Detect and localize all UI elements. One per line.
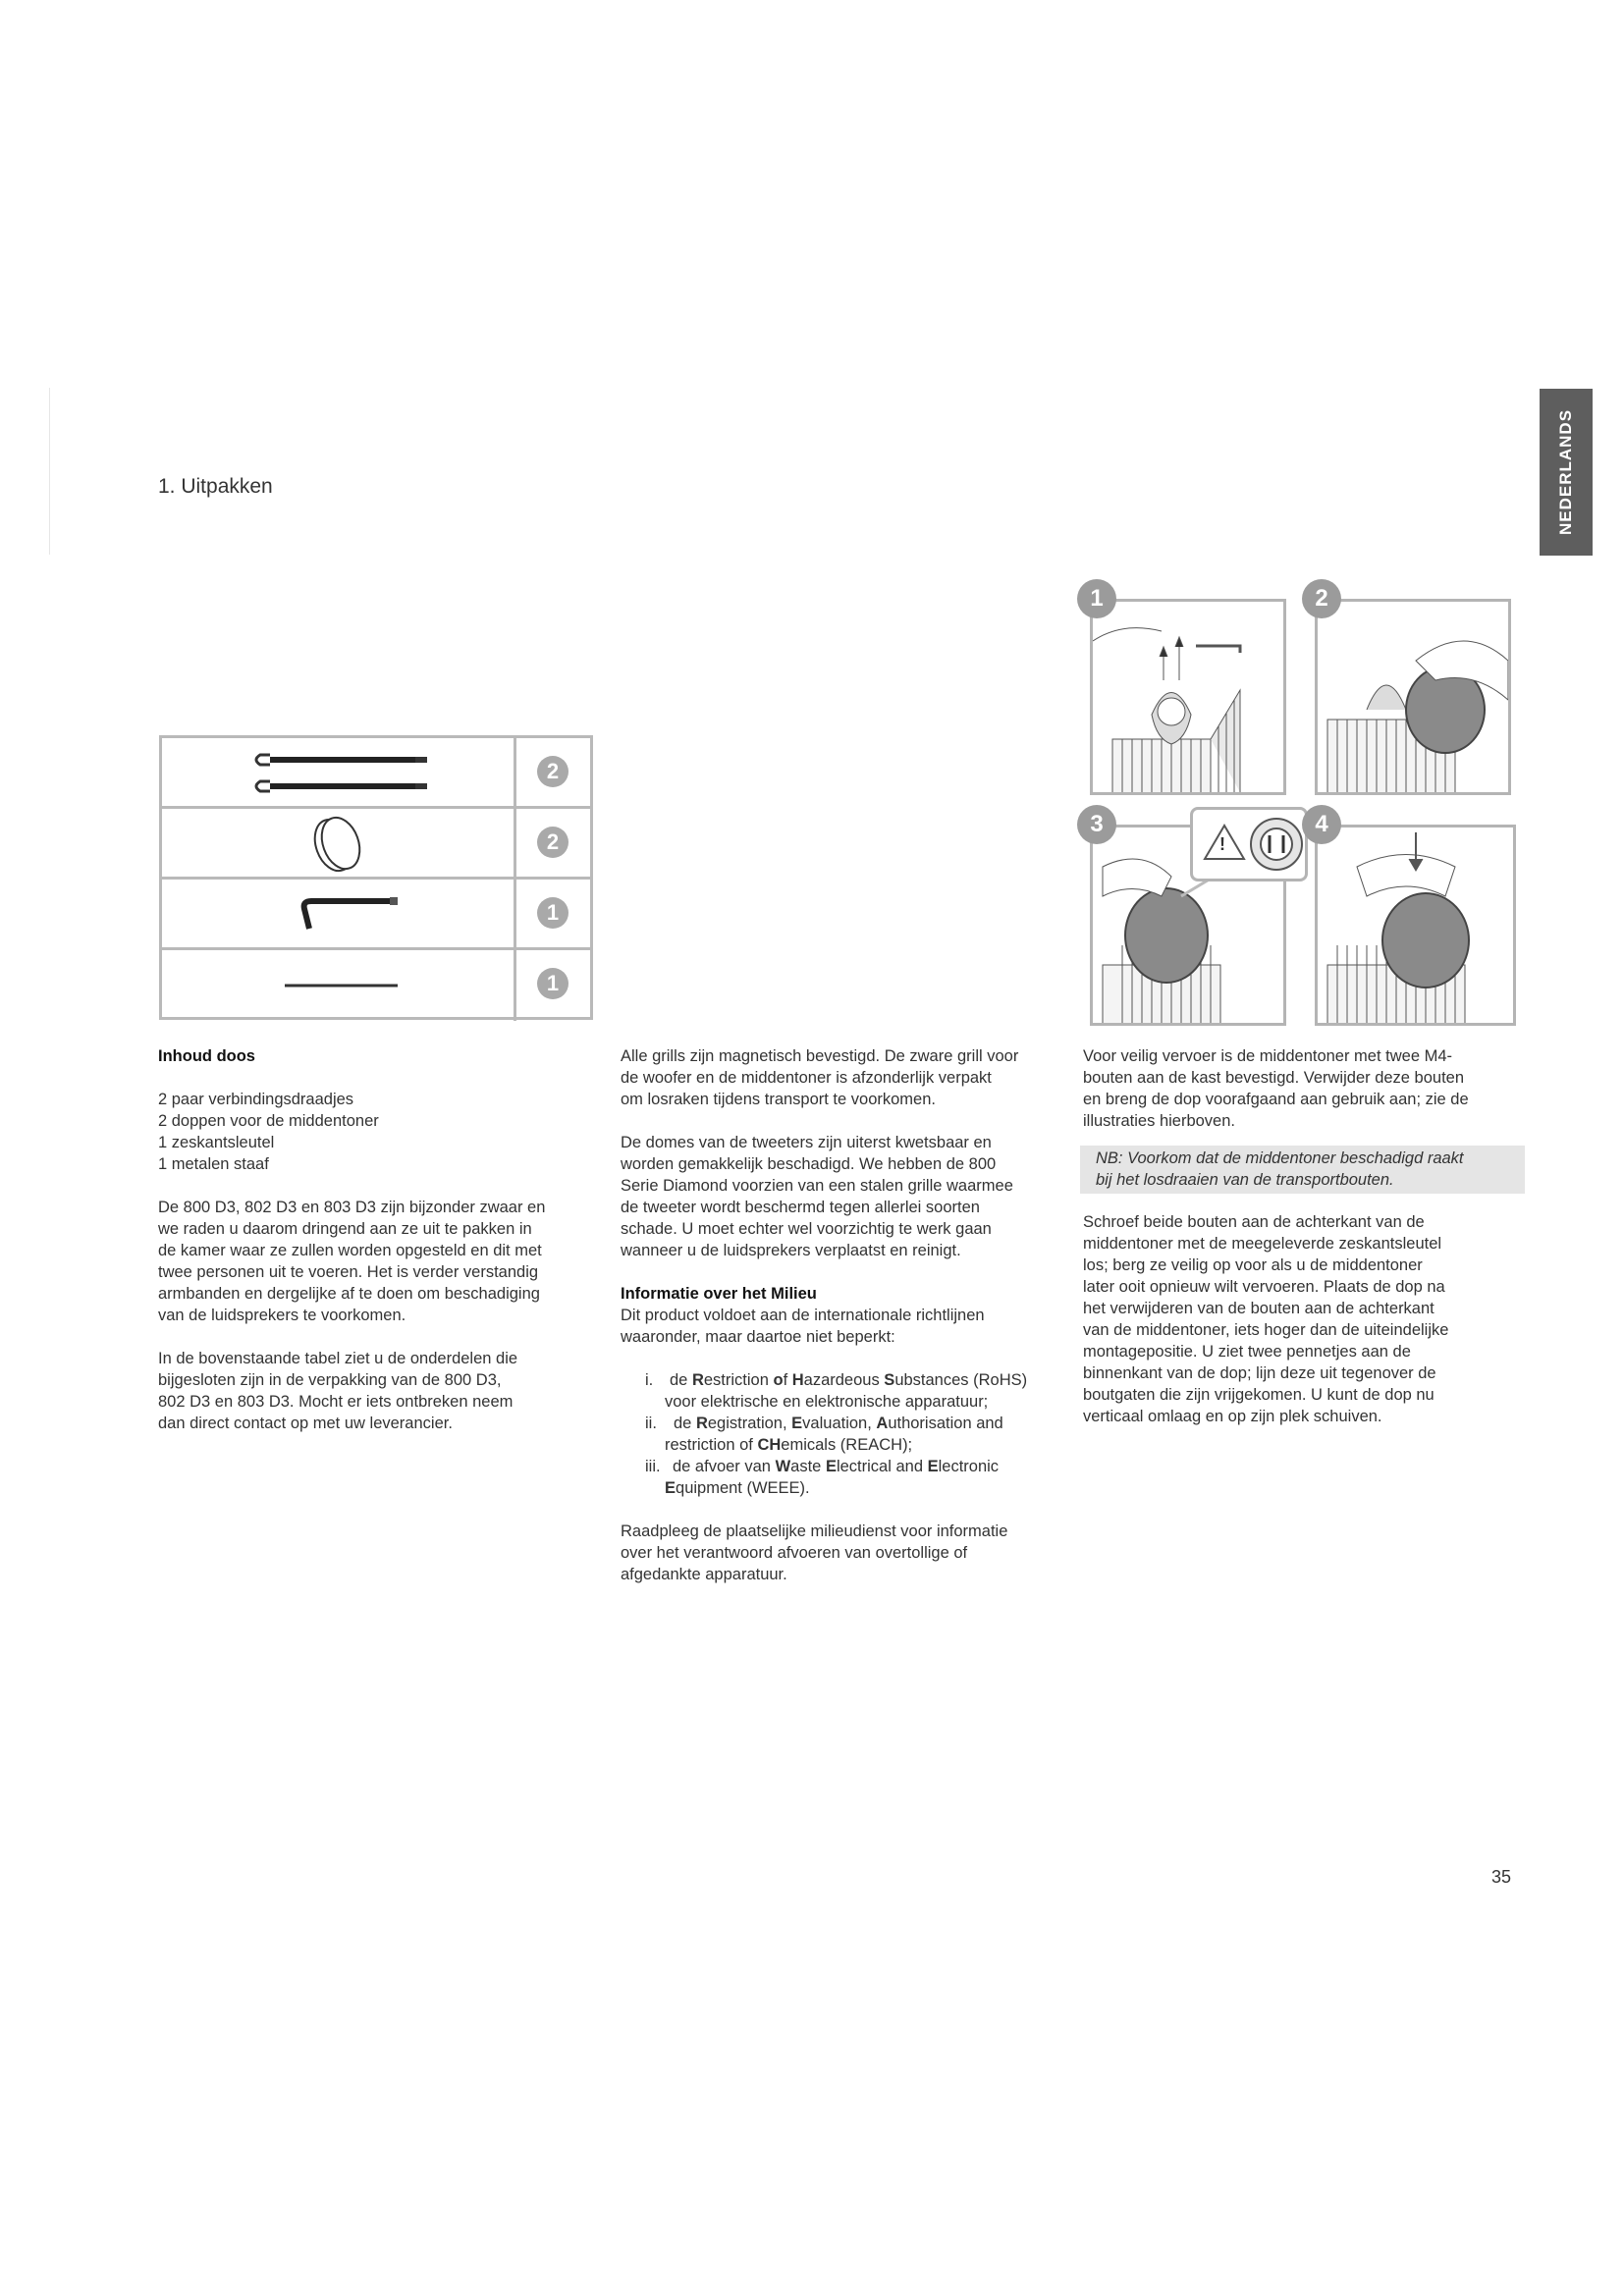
environment-heading: Informatie over het Milieu — [621, 1285, 817, 1303]
language-tab-label: NEDERLANDS — [1556, 408, 1575, 536]
list-text: de afvoer van Waste Electrical and Electronic — [673, 1458, 1000, 1475]
directive-list-item — [621, 1413, 1053, 1434]
item-cell — [162, 738, 516, 806]
text-line: wanneer u de luidsprekers verplaatst en reinigt. — [621, 1242, 961, 1259]
text-line: later ooit opnieuw wilt vervoeren. Plaats de dop na — [1083, 1278, 1445, 1296]
text-line: Schroef beide bouten aan de achterkant van de — [1083, 1213, 1425, 1231]
text-line: de tweeter wordt beschermd tegen allerlei soorten — [621, 1199, 980, 1216]
language-tab — [1540, 389, 1593, 556]
step-1-drawing — [1093, 602, 1283, 792]
column-1 — [158, 1045, 590, 1434]
list-continuation: Equipment (WEEE). — [665, 1479, 810, 1497]
text-line: van de luidsprekers te voorkomen. — [158, 1307, 406, 1324]
text-line: bouten aan de kast bevestigd. Verwijder deze bouten — [1083, 1069, 1465, 1087]
text-line: De domes van de tweeters zijn uiterst kwetsbaar en — [621, 1134, 992, 1151]
text-line: het verwijderen van de bouten aan de achterkant — [1083, 1300, 1435, 1317]
step-badge-1: 1 — [1077, 579, 1116, 618]
text-line: los; berg ze veilig op voor als u de middentoner — [1083, 1256, 1423, 1274]
text-line: twee personen uit te voeren. Het is verder verstandig — [158, 1263, 539, 1281]
text-line: dan direct contact op met uw leverancier. — [158, 1415, 453, 1432]
box-item: 2 doppen voor de middentoner — [158, 1112, 379, 1130]
unpacking-illustrations — [1077, 579, 1519, 1026]
hex-key-icon — [162, 880, 511, 947]
list-number: iii. — [645, 1458, 661, 1475]
text-line: om losraken tijdens transport te voorkomen. — [621, 1091, 936, 1108]
text-line: de woofer en de middentoner is afzonderlijk verpakt — [621, 1069, 992, 1087]
text-line: De 800 D3, 802 D3 en 803 D3 zijn bijzonder zwaar en — [158, 1199, 546, 1216]
quantity-badge: 2 — [537, 756, 568, 787]
column-3 — [1083, 1045, 1515, 1427]
text-line: bijgesloten zijn in de verpakking van de 800 D3, — [158, 1371, 502, 1389]
text-line: Dit product voldoet aan de internationale richtlijnen — [621, 1307, 985, 1324]
text-line: Raadpleeg de plaatselijke milieudienst voor informatie — [621, 1522, 1008, 1540]
text-line: montagepositie. U ziet twee pennetjes aan de — [1083, 1343, 1411, 1361]
page-number: 35 — [1491, 1867, 1512, 1887]
margin-line — [49, 388, 50, 555]
list-continuation: restriction of CHemicals (REACH); — [665, 1436, 913, 1454]
text-line: illustraties hierboven. — [1083, 1112, 1235, 1130]
illustration-inset — [1190, 807, 1308, 881]
column-2 — [621, 1045, 1053, 1585]
table-row — [162, 880, 590, 950]
text-line: waaronder, maar daartoe niet beperkt: — [621, 1328, 895, 1346]
text-line: schade. U moet echter wel voorzichtig te werk gaan — [621, 1220, 992, 1238]
text-line: In de bovenstaande tabel ziet u de onderdelen die — [158, 1350, 518, 1367]
text-line: armbanden en dergelijke af te doen om beschadiging — [158, 1285, 540, 1303]
list-text: de Registration, Evaluation, Authorisation and — [674, 1415, 1003, 1432]
box-contents-heading: Inhoud doos — [158, 1047, 255, 1065]
text-line: 802 D3 en 803 D3. Mocht er iets ontbreken neem — [158, 1393, 514, 1411]
quantity-badge: 2 — [537, 827, 568, 858]
quantity-badge: 1 — [537, 968, 568, 999]
step-2-drawing — [1318, 602, 1508, 792]
cap-disc-icon — [162, 809, 511, 877]
note-line: bij het losdraaien van de transportbouten. — [1096, 1171, 1394, 1189]
text-line: boutgaten die zijn vrijgekomen. U kunt de dop nu — [1083, 1386, 1435, 1404]
text-line: worden gemakkelijk beschadigd. We hebben de 800 — [621, 1155, 997, 1173]
text-line: verticaal omlaag en op zijn plek schuiven. — [1083, 1408, 1382, 1425]
note-box — [1080, 1146, 1525, 1194]
step-4-drawing — [1318, 828, 1513, 1023]
illustration-step-2 — [1315, 599, 1511, 795]
box-item: 1 metalen staaf — [158, 1155, 269, 1173]
text-line: Serie Diamond voorzien van een stalen grille waarmee — [621, 1177, 1013, 1195]
text-line: we raden u daarom dringend aan ze uit te pakken in — [158, 1220, 532, 1238]
box-item: 1 zeskantsleutel — [158, 1134, 275, 1151]
item-cell — [162, 880, 516, 947]
section-title: 1. Uitpakken — [158, 475, 273, 498]
text-line: van de middentoner, iets hoger dan de uiteindelijke — [1083, 1321, 1449, 1339]
directive-list-item — [621, 1456, 1053, 1477]
text-line: Alle grills zijn magnetisch bevestigd. De zware grill voor — [621, 1047, 1019, 1065]
table-row — [162, 950, 590, 1021]
table-row — [162, 738, 590, 809]
list-text: de Restriction of Hazardeous Substances (RoHS) — [670, 1371, 1028, 1389]
item-cell — [162, 950, 516, 1021]
step-badge-3: 3 — [1077, 805, 1116, 844]
illustration-step-4 — [1315, 825, 1516, 1026]
directive-list-item — [621, 1369, 1053, 1391]
list-number: ii. — [645, 1415, 657, 1432]
text-line: Voor veilig vervoer is de middentoner met twee M4- — [1083, 1047, 1453, 1065]
inset-drawing — [1193, 810, 1305, 879]
step-badge-2: 2 — [1302, 579, 1341, 618]
warning-icon: ! — [1219, 834, 1225, 854]
step-badge-4: 4 — [1302, 805, 1341, 844]
text-line: en breng de dop voorafgaand aan gebruik aan; zie de — [1083, 1091, 1469, 1108]
text-line: middentoner met de meegeleverde zeskantsleutel — [1083, 1235, 1442, 1253]
quantity-badge: 1 — [537, 897, 568, 929]
text-line: de kamer waar ze zullen worden opgesteld en dit met — [158, 1242, 542, 1259]
box-contents-table — [159, 735, 593, 1020]
text-line: afgedankte apparatuur. — [621, 1566, 787, 1583]
box-item: 2 paar verbindingsdraadjes — [158, 1091, 354, 1108]
list-continuation: voor elektrische en elektronische apparatuur; — [665, 1393, 989, 1411]
item-cell — [162, 809, 516, 877]
note-line: NB: Voorkom dat de middentoner beschadigd raakt — [1096, 1149, 1464, 1167]
metal-rod-icon — [162, 950, 511, 1018]
fork-cable-icon — [162, 738, 511, 806]
text-line: over het verantwoord afvoeren van overtollige of — [621, 1544, 968, 1562]
list-number: i. — [645, 1371, 654, 1389]
text-line: binnenkant van de dop; lijn deze uit tegenover de — [1083, 1364, 1436, 1382]
illustration-step-1 — [1090, 599, 1286, 795]
table-row — [162, 809, 590, 880]
